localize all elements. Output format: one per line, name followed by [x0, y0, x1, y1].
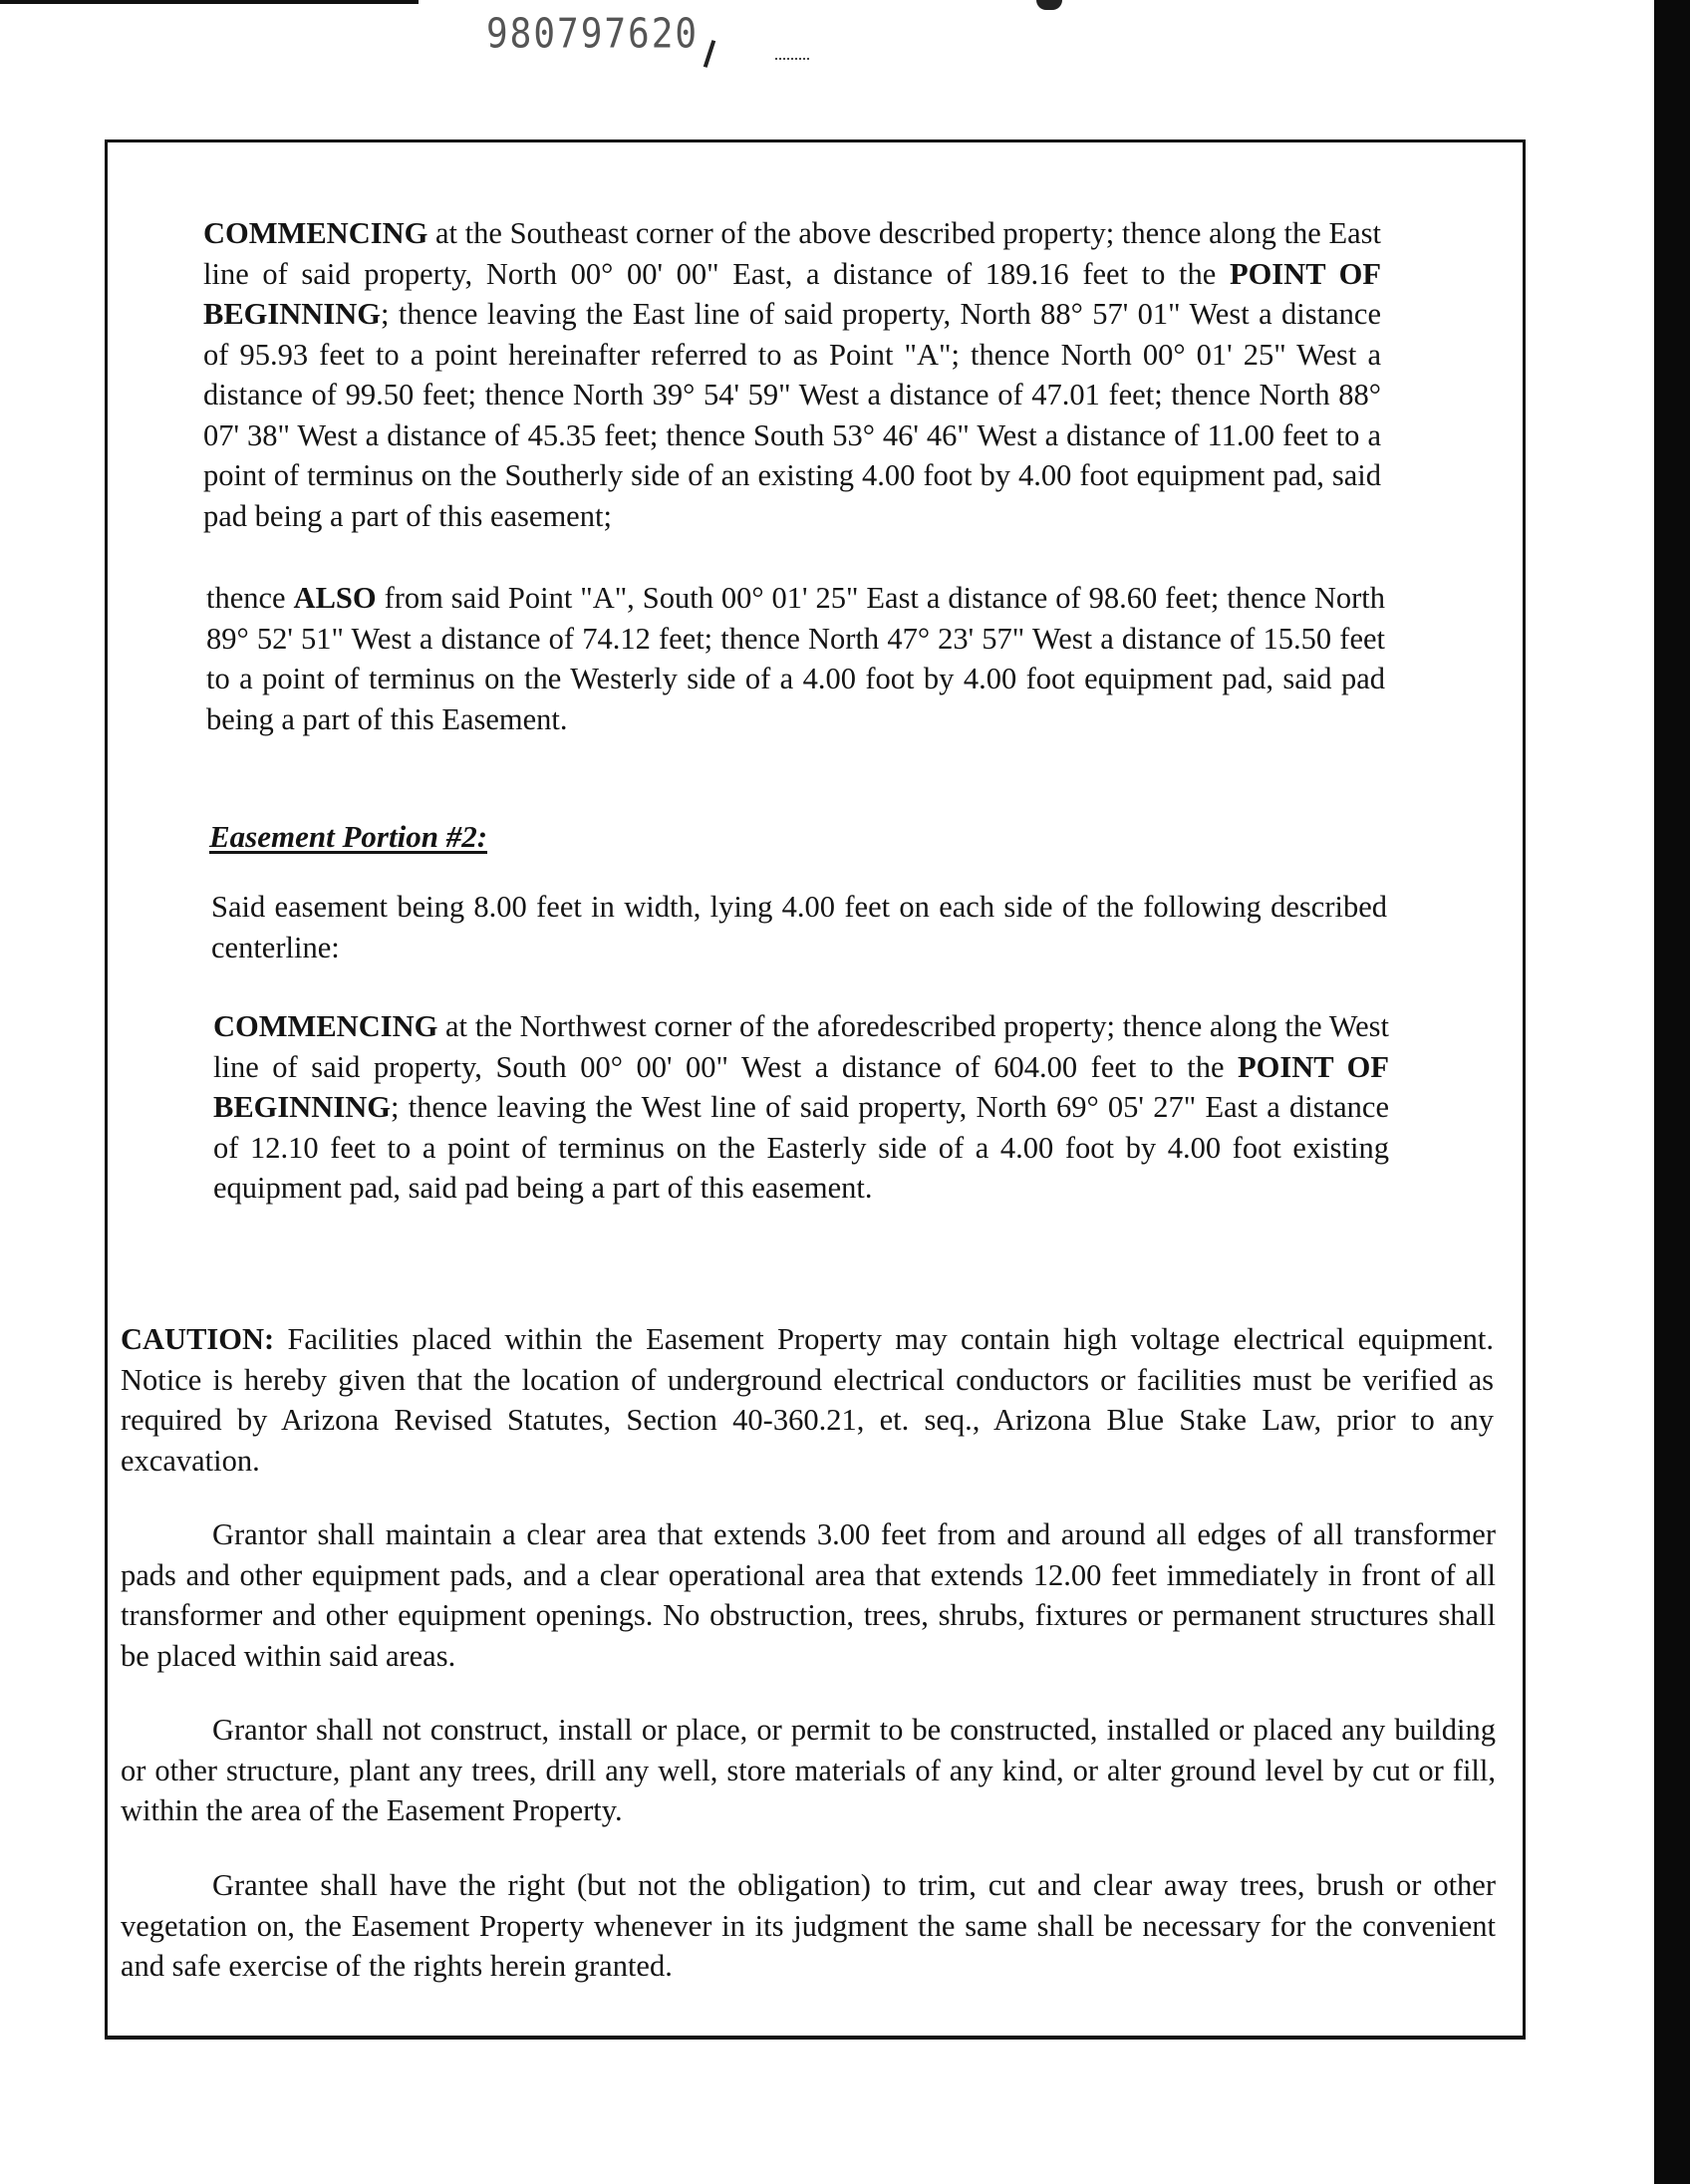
pob-label: POINT OF BEGINNING	[203, 256, 1381, 331]
commencing-text: at the Southeast corner of the above described property; thence along the East line of said property, North 00° 00' 00" East, a distance of 189.16 feet to the	[203, 216, 1381, 291]
caution-label: CAUTION:	[121, 1322, 275, 1356]
commencing-label: COMMENCING	[203, 216, 428, 250]
pen-dots	[775, 58, 809, 68]
commencing-text-cont: ; thence leaving the East line of said property, North 88° 57' 01" West a distance of 95.93 feet to a point hereinafter referred to as Point "A"; thence North 00° 01' 25" West a distance of 99.50 feet; thence North 39° 54' 59" West a distance of 47.01 feet; thence North 88° 07' 38" West a distance of 45.35 feet; thence South 53° 46' 46" West a distance of 11.00 feet to a point of terminus on the Southerly side of an existing 4.00 foot by 4.00 foot equipment pad, said pad being a part of this easement;	[203, 297, 1381, 533]
scan-top-rule	[0, 0, 419, 4]
commencing-label-2: COMMENCING	[213, 1009, 438, 1043]
easement-portion-heading: Easement Portion #2:	[209, 819, 488, 854]
scan-blot	[1036, 0, 1062, 10]
also-text: from said Point "A", South 00° 01' 25" East a distance of 98.60 feet; thence North 89° 52' 51" West a distance of 74.12 feet; thence North 47° 23' 57" West a distance of 15.50 feet to a point of terminus on the Westerly side of a 4.00 foot by 4.00 foot equipment pad, said pad being a part of this Easement.	[206, 581, 1385, 736]
scan-edge-shadow	[1654, 0, 1690, 2184]
portion2-commencing-paragraph	[213, 1006, 1389, 1209]
also-text-lead: thence	[206, 581, 294, 615]
portion2-intro-paragraph: Said easement being 8.00 feet in width, lying 4.00 feet on each side of the following described centerline:	[211, 890, 1387, 964]
document-number: 980797620	[486, 10, 700, 59]
caution-text: Facilities placed within the Easement Property may contain high voltage electrical equipment. Notice is hereby given that the location of underground electrical conductors or facilities must be verified as required by Arizona Revised Statutes, Section 40-360.21, et. seq., Arizona Blue Stake Law, prior to any excavation.	[121, 1322, 1494, 1478]
clear-area-paragraph: Grantor shall maintain a clear area that extends 3.00 feet from and around all edges of all transformer pads and other equipment pads, and a clear operational area that extends 12.00 feet immediately in front of all transformer and other equipment openings. No obstruction, trees, shrubs, fixtures or permanent structures shall be placed within said areas.	[121, 1517, 1496, 1673]
portion2-text-cont: ; thence leaving the West line of said property, North 69° 05' 27" East a distance of 12.10 feet to a point of terminus on the Easterly side of a 4.00 foot by 4.00 foot existing equipment pad, said pad being a part of this easement.	[213, 1090, 1389, 1205]
trim-rights-paragraph: Grantee shall have the right (but not the obligation) to trim, cut and clear away trees, brush or other vegetation on, the Easement Property whenever in its judgment the same shall be necessary for the convenient and safe exercise of the rights herein granted.	[121, 1868, 1496, 1983]
no-construct-paragraph: Grantor shall not construct, install or place, or permit to be constructed, installed or placed any building or other structure, plant any trees, drill any well, store materials of any kind, or alter ground level by cut or fill, within the area of the Easement Property.	[121, 1713, 1496, 1827]
also-paragraph	[206, 578, 1385, 739]
pob-label-2: POINT OF BEGINNING	[213, 1049, 1389, 1124]
caution-paragraph	[121, 1319, 1494, 1481]
commencing-paragraph	[203, 213, 1381, 536]
pen-mark	[704, 40, 715, 68]
also-label: ALSO	[293, 581, 377, 615]
portion2-text: at the Northwest corner of the aforedescribed property; thence along the West line of said property, South 00° 00' 00" West a distance of 604.00 feet to the	[213, 1009, 1389, 1084]
